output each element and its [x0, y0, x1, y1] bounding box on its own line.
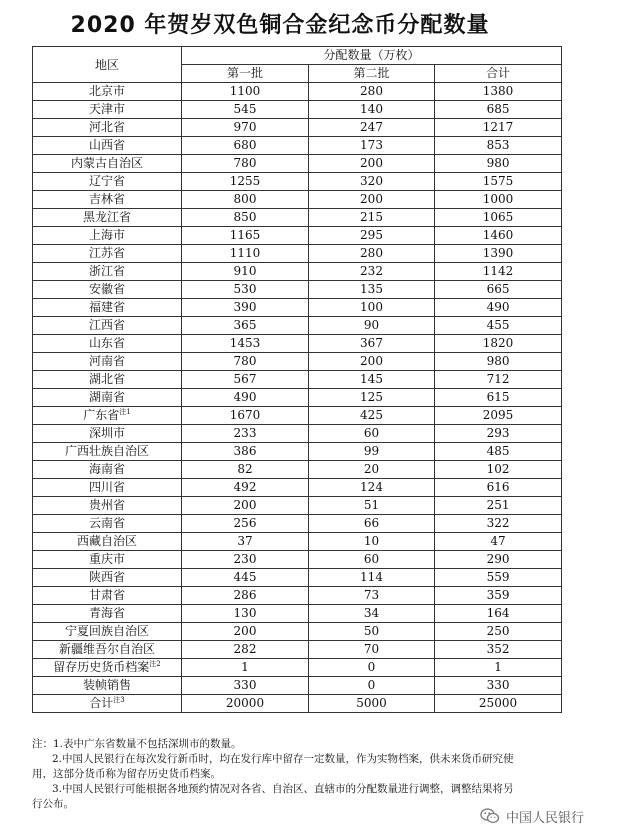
batch2-cell: 280: [309, 83, 435, 101]
total-cell: 1: [435, 659, 562, 677]
batch2-cell: 34: [309, 605, 435, 623]
batch1-cell: 365: [182, 317, 309, 335]
batch2-cell: 247: [309, 119, 435, 137]
batch2-cell: 295: [309, 227, 435, 245]
region-cell: [33, 425, 182, 443]
total-cell: 251: [435, 497, 562, 515]
region-cell: [33, 551, 182, 569]
batch2-cell: 51: [309, 497, 435, 515]
batch1-cell: 545: [182, 101, 309, 119]
batch2-cell: 60: [309, 425, 435, 443]
table-row: [33, 515, 562, 533]
batch2-cell: 10: [309, 533, 435, 551]
region-name: 甘肃省: [88, 588, 125, 602]
region-name: 浙江省: [88, 264, 125, 278]
total-cell: 1217: [435, 119, 562, 137]
total-cell: 980: [435, 155, 562, 173]
batch1-cell: 567: [182, 371, 309, 389]
batch2-cell: 99: [309, 443, 435, 461]
batch1-cell: 800: [182, 191, 309, 209]
table-row: [33, 353, 562, 371]
region-name: 留存历史货币档案: [53, 660, 150, 674]
batch2-cell: 425: [309, 407, 435, 425]
region-name: 北京市: [88, 84, 125, 98]
region-cell: [33, 317, 182, 335]
table-row: [33, 173, 562, 191]
region-name: 天津市: [88, 102, 125, 116]
batch2-cell: 200: [309, 353, 435, 371]
batch1-cell: 780: [182, 353, 309, 371]
table-row: [33, 551, 562, 569]
table-row: [33, 587, 562, 605]
region-name: 江苏省: [88, 246, 125, 260]
table-row: [33, 263, 562, 281]
region-cell: [33, 659, 182, 677]
region-name: 山东省: [88, 336, 125, 350]
source-label: 中国人民银行: [506, 810, 585, 826]
batch2-cell: 140: [309, 101, 435, 119]
total-cell: 250: [435, 623, 562, 641]
region-name: 安徽省: [88, 282, 125, 296]
note-2: 2.中国人民银行在每次发行新币时，均在发行库中留存一定数量，作为实物档案，供未来货币研究使: [52, 753, 514, 765]
region-cell: [33, 623, 182, 641]
table-body: [33, 83, 562, 713]
batch1-cell: 530: [182, 281, 309, 299]
note-3-cont: 行公布。: [32, 798, 74, 810]
footnote-mark: 注2: [149, 660, 161, 668]
region-name: 辽宁省: [88, 174, 125, 188]
batch2-cell: 60: [309, 551, 435, 569]
region-cell: [33, 515, 182, 533]
total-cell: 615: [435, 389, 562, 407]
region-cell: [33, 389, 182, 407]
batch1-cell: 850: [182, 209, 309, 227]
batch2-cell: 215: [309, 209, 435, 227]
table-row: [33, 569, 562, 587]
batch2-cell: 173: [309, 137, 435, 155]
total-cell: 290: [435, 551, 562, 569]
total-cell: 712: [435, 371, 562, 389]
batch2-cell: 232: [309, 263, 435, 281]
region-name: 云南省: [88, 516, 125, 530]
batch2-cell: 135: [309, 281, 435, 299]
total-cell: 1000: [435, 191, 562, 209]
region-cell: [33, 353, 182, 371]
table-row: [33, 623, 562, 641]
table-row: [33, 425, 562, 443]
header-batch1: 第一批: [182, 65, 309, 83]
total-cell: 25000: [435, 695, 562, 713]
table-row: [33, 695, 562, 713]
batch2-cell: 90: [309, 317, 435, 335]
region-cell: [33, 119, 182, 137]
total-cell: 330: [435, 677, 562, 695]
footnote-mark: 注1: [119, 408, 131, 416]
region-name: 装帧销售: [82, 678, 131, 692]
batch2-cell: 200: [309, 155, 435, 173]
table-row: [33, 407, 562, 425]
total-cell: 1380: [435, 83, 562, 101]
total-cell: 616: [435, 479, 562, 497]
region-cell: [33, 173, 182, 191]
region-cell: [33, 227, 182, 245]
region-name: 山西省: [88, 138, 125, 152]
batch1-cell: 680: [182, 137, 309, 155]
batch1-cell: 20000: [182, 695, 309, 713]
batch1-cell: 1453: [182, 335, 309, 353]
region-cell: [33, 695, 182, 713]
batch2-cell: 145: [309, 371, 435, 389]
region-cell: [33, 209, 182, 227]
total-cell: 490: [435, 299, 562, 317]
batch2-cell: 280: [309, 245, 435, 263]
region-cell: [33, 137, 182, 155]
batch1-cell: 282: [182, 641, 309, 659]
region-name: 广东省: [83, 408, 120, 422]
batch1-cell: 200: [182, 623, 309, 641]
batch2-cell: 5000: [309, 695, 435, 713]
batch1-cell: 910: [182, 263, 309, 281]
batch1-cell: 230: [182, 551, 309, 569]
region-cell: [33, 335, 182, 353]
region-cell: [33, 299, 182, 317]
region-cell: [33, 407, 182, 425]
batch1-cell: 970: [182, 119, 309, 137]
footnotes: [32, 737, 572, 812]
batch2-cell: 50: [309, 623, 435, 641]
region-cell: [33, 245, 182, 263]
batch1-cell: 1110: [182, 245, 309, 263]
region-cell: [33, 263, 182, 281]
total-cell: 47: [435, 533, 562, 551]
table-row: [33, 191, 562, 209]
batch1-cell: 286: [182, 587, 309, 605]
batch2-cell: 66: [309, 515, 435, 533]
batch1-cell: 1255: [182, 173, 309, 191]
region-cell: [33, 191, 182, 209]
region-cell: [33, 461, 182, 479]
total-cell: 1142: [435, 263, 562, 281]
batch1-cell: 390: [182, 299, 309, 317]
table-row: [33, 677, 562, 695]
total-cell: 1820: [435, 335, 562, 353]
region-cell: [33, 641, 182, 659]
batch1-cell: 492: [182, 479, 309, 497]
table-row: [33, 371, 562, 389]
region-name: 上海市: [88, 228, 125, 242]
note-1: 注：1.表中广东省数量不包括深圳市的数量。: [32, 738, 242, 750]
table-row: [33, 155, 562, 173]
region-cell: [33, 497, 182, 515]
total-cell: 853: [435, 137, 562, 155]
batch1-cell: 1165: [182, 227, 309, 245]
table-row: [33, 281, 562, 299]
table-row: [33, 533, 562, 551]
region-name: 新疆维吾尔自治区: [58, 642, 155, 656]
batch1-cell: 1670: [182, 407, 309, 425]
header-total: 合计: [435, 65, 562, 83]
region-cell: [33, 281, 182, 299]
batch1-cell: 330: [182, 677, 309, 695]
region-name: 吉林省: [88, 192, 125, 206]
batch1-cell: 130: [182, 605, 309, 623]
table-row: [33, 83, 562, 101]
header-group: 分配数量（万枚）: [182, 47, 562, 65]
batch1-cell: 490: [182, 389, 309, 407]
total-cell: 2095: [435, 407, 562, 425]
region-name: 贵州省: [88, 498, 125, 512]
region-name: 重庆市: [88, 552, 125, 566]
table-row: [33, 641, 562, 659]
allocation-table: [32, 46, 562, 713]
total-cell: 352: [435, 641, 562, 659]
total-cell: 1460: [435, 227, 562, 245]
table-row: [33, 389, 562, 407]
total-cell: 322: [435, 515, 562, 533]
batch2-cell: 0: [309, 659, 435, 677]
region-cell: [33, 533, 182, 551]
total-cell: 293: [435, 425, 562, 443]
region-cell: [33, 605, 182, 623]
batch1-cell: 82: [182, 461, 309, 479]
wechat-icon: [480, 808, 500, 824]
region-name: 合计: [89, 696, 114, 710]
region-cell: [33, 569, 182, 587]
total-cell: 1575: [435, 173, 562, 191]
table-row: [33, 605, 562, 623]
total-cell: 559: [435, 569, 562, 587]
header-batch2: 第二批: [309, 65, 435, 83]
batch1-cell: 1: [182, 659, 309, 677]
region-name: 广西壮族自治区: [64, 444, 149, 458]
region-name: 四川省: [88, 480, 125, 494]
total-cell: 980: [435, 353, 562, 371]
region-cell: [33, 443, 182, 461]
region-cell: [33, 479, 182, 497]
table-row: [33, 101, 562, 119]
table-row: [33, 245, 562, 263]
table-row: [33, 299, 562, 317]
region-cell: [33, 677, 182, 695]
region-cell: [33, 83, 182, 101]
batch2-cell: 0: [309, 677, 435, 695]
region-name: 宁夏回族自治区: [64, 624, 149, 638]
table-row: [33, 227, 562, 245]
batch1-cell: 386: [182, 443, 309, 461]
table-row: [33, 119, 562, 137]
batch1-cell: 445: [182, 569, 309, 587]
region-name: 福建省: [88, 300, 125, 314]
region-cell: [33, 155, 182, 173]
table-row: [33, 137, 562, 155]
table-row: [33, 497, 562, 515]
batch1-cell: 37: [182, 533, 309, 551]
note-2-cont: 用，这部分货币称为留存历史货币档案。: [32, 768, 221, 780]
batch1-cell: 780: [182, 155, 309, 173]
table-row: [33, 317, 562, 335]
region-name: 西藏自治区: [76, 534, 137, 548]
total-cell: 685: [435, 101, 562, 119]
header-region: 地区: [33, 47, 182, 83]
total-cell: 164: [435, 605, 562, 623]
total-cell: 455: [435, 317, 562, 335]
page-title: 2020 年贺岁双色铜合金纪念币分配数量: [70, 13, 490, 38]
region-name: 江西省: [88, 318, 125, 332]
batch2-cell: 114: [309, 569, 435, 587]
region-name: 湖南省: [88, 390, 125, 404]
region-name: 深圳市: [88, 426, 125, 440]
batch1-cell: 233: [182, 425, 309, 443]
table-row: [33, 479, 562, 497]
total-cell: 359: [435, 587, 562, 605]
region-cell: [33, 587, 182, 605]
batch2-cell: 367: [309, 335, 435, 353]
footnote-mark: 注3: [113, 696, 125, 704]
region-name: 河南省: [88, 354, 125, 368]
region-name: 河北省: [88, 120, 125, 134]
batch2-cell: 200: [309, 191, 435, 209]
note-3: 3.中国人民银行可能根据各地预约情况对各省、自治区、直辖市的分配数量进行调整，调整结果将另: [52, 783, 514, 795]
batch2-cell: 20: [309, 461, 435, 479]
source-watermark: [480, 805, 584, 827]
region-name: 黑龙江省: [82, 210, 131, 224]
total-cell: 485: [435, 443, 562, 461]
table-row: [33, 209, 562, 227]
total-cell: 1065: [435, 209, 562, 227]
region-name: 陕西省: [88, 570, 125, 584]
region-name: 青海省: [88, 606, 125, 620]
region-cell: [33, 371, 182, 389]
batch2-cell: 125: [309, 389, 435, 407]
batch2-cell: 320: [309, 173, 435, 191]
region-cell: [33, 101, 182, 119]
table-row: [33, 659, 562, 677]
total-cell: 665: [435, 281, 562, 299]
region-name: 内蒙古自治区: [70, 156, 143, 170]
region-name: 湖北省: [88, 372, 125, 386]
table-row: [33, 443, 562, 461]
batch2-cell: 73: [309, 587, 435, 605]
batch1-cell: 200: [182, 497, 309, 515]
batch2-cell: 124: [309, 479, 435, 497]
batch2-cell: 70: [309, 641, 435, 659]
batch1-cell: 1100: [182, 83, 309, 101]
batch2-cell: 100: [309, 299, 435, 317]
total-cell: 102: [435, 461, 562, 479]
region-name: 海南省: [88, 462, 125, 476]
batch1-cell: 256: [182, 515, 309, 533]
table-row: [33, 335, 562, 353]
table-row: [33, 461, 562, 479]
total-cell: 1390: [435, 245, 562, 263]
